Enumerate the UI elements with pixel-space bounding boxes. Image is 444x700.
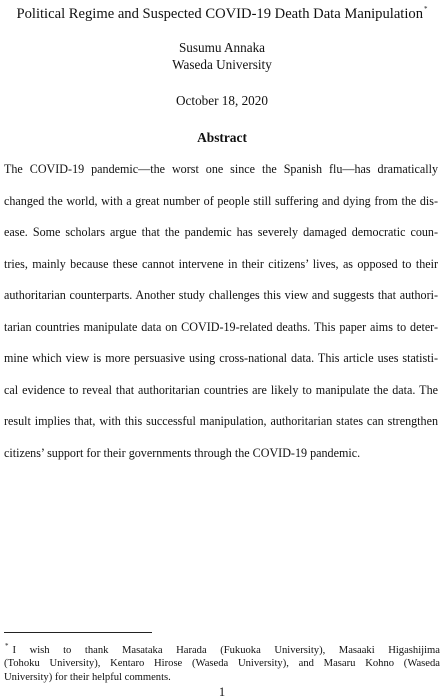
abstract-line: authoritarian counterparts. Another study challenges this view and suggests that authori- [4, 288, 438, 302]
abstract-line: citizens’ support for their governments through the COVID-19 pandemic. [4, 445, 361, 460]
footnote-line: University) for their helpful comments. [4, 671, 171, 683]
abstract-line: tries, mainly because these cannot intervene in their citizens’ lives, as opposed to their [4, 256, 438, 271]
abstract-line: The COVID-19 pandemic—the worst one since the Spanish flu—has dramatically [4, 162, 438, 176]
abstract-line: cal evidence to reveal that authoritarian countries are likely to manipulate the data. The [4, 382, 438, 397]
author-affiliation: Waseda University [172, 57, 272, 72]
footnote-mark: * [5, 642, 9, 650]
abstract-line: changed the world, with a great number of people still suffering and dying from the dis- [4, 193, 438, 208]
abstract-body [4, 154, 438, 469]
footnote-line-text: I wish to thank Masataka Harada (Fukuoka University), Masaaki Higashijima [12, 645, 440, 656]
title-footnote-mark: * [424, 5, 428, 13]
author-name: Susumu Annaka [178, 40, 266, 55]
paper-title [0, 0, 444, 23]
footnote-line: (Tohoku University), Kentaro Hirose (Waseda University), and Masaru Kohno (Waseda [4, 658, 440, 670]
abstract-line: mine which view is more persuasive using cross-national data. This article uses statisti- [4, 351, 438, 365]
abstract-heading: Abstract [197, 130, 247, 145]
footnote-divider [4, 632, 152, 633]
page-number: 1 [218, 685, 226, 699]
footnote [4, 640, 440, 684]
abstract-line: tarian countries manipulate data on COVID-19-related deaths. This paper aims to deter- [4, 319, 438, 334]
abstract-line: result implies that, with this successful manipulation, authoritarian states can strengthen [4, 414, 438, 428]
paper-date: October 18, 2020 [176, 93, 268, 108]
abstract-line: ease. Some scholars argue that the pandemic has severely damaged democratic coun- [4, 225, 438, 239]
paper-title-text: Political Regime and Suspected COVID-19 Death Data Manipulation [16, 6, 423, 22]
footnote-line [4, 640, 440, 657]
